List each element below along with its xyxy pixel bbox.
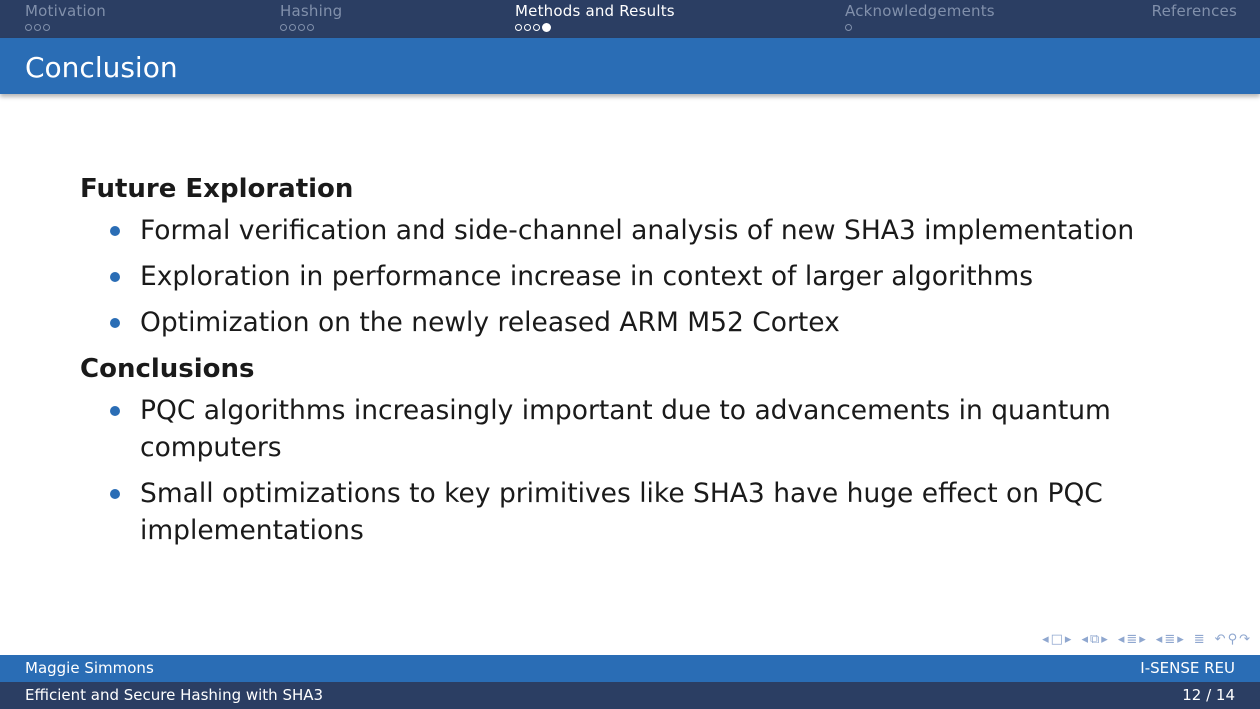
nav-next-section-icon[interactable]: ▸: [1139, 632, 1146, 647]
nav-section-dots: [280, 22, 342, 32]
nav-document-icon[interactable]: ≣: [1193, 632, 1205, 647]
navigation-symbols: [1036, 632, 1250, 648]
nav-prev-section-icon[interactable]: ◂: [1117, 632, 1125, 647]
frame-dot[interactable]: [298, 24, 305, 31]
bullet-icon: [110, 318, 120, 328]
nav-next-section-icon[interactable]: ▸: [1177, 632, 1184, 647]
current-frame-dot[interactable]: [542, 23, 551, 32]
footer-author: Maggie Simmons: [25, 659, 154, 677]
frame-dot[interactable]: [515, 24, 522, 31]
footer-institute: I-SENSE REU: [1140, 659, 1235, 677]
footer-presentation-title: Efficient and Secure Hashing with SHA3: [25, 686, 324, 704]
frame-dot[interactable]: [43, 24, 50, 31]
nav-section-dots: [515, 22, 675, 32]
nav-section-hashing[interactable]: [280, 2, 342, 32]
list-item: [80, 212, 1140, 249]
nav-section-acknowledgements[interactable]: [845, 2, 995, 32]
slide-content: [80, 170, 1140, 558]
list-item: [80, 304, 1140, 341]
nav-prev-subsection-icon[interactable]: ◂: [1081, 632, 1088, 647]
nav-section-motivation[interactable]: [25, 2, 106, 32]
frame-dot[interactable]: [307, 24, 314, 31]
frame-title: Conclusion: [25, 51, 178, 84]
future-exploration-list: [80, 212, 1140, 341]
list-item: [80, 392, 1140, 466]
nav-section-references[interactable]: [1152, 2, 1237, 20]
bullet-icon: [110, 406, 120, 416]
nav-search-icon[interactable]: ⚲: [1227, 632, 1238, 647]
bullet-icon: [110, 489, 120, 499]
nav-section-icon[interactable]: ≣: [1126, 632, 1138, 647]
list-item: [80, 475, 1140, 549]
nav-prev-section-icon[interactable]: ◂: [1155, 632, 1163, 647]
nav-section-title[interactable]: Methods and Results: [515, 2, 675, 20]
footer-title-bar: [0, 682, 1260, 709]
frame-dot[interactable]: [25, 24, 32, 31]
list-item-text: Optimization on the newly released ARM M52 Cortex: [140, 307, 840, 338]
frame-dot[interactable]: [524, 24, 531, 31]
section-navigation-bar: [0, 0, 1260, 38]
frame-dot[interactable]: [845, 24, 852, 31]
nav-section-dots: [25, 22, 106, 32]
nav-section-icon[interactable]: ≣: [1164, 632, 1176, 647]
nav-next-subsection-icon[interactable]: ▸: [1101, 632, 1108, 647]
list-item-text: Exploration in performance increase in context of larger algorithms: [140, 261, 1034, 292]
list-item-text: PQC algorithms increasingly important due to advancements in quantum computers: [140, 395, 1111, 463]
conclusions-heading: Conclusions: [80, 354, 255, 384]
list-item-text: Formal verification and side-channel analysis of new SHA3 implementation: [140, 215, 1135, 246]
page-number: 12 / 14: [1182, 686, 1235, 704]
list-item-text: Small optimizations to key primitives like SHA3 have huge effect on PQC implementations: [140, 478, 1103, 546]
footer-author-bar: [0, 655, 1260, 682]
nav-section-title[interactable]: Hashing: [280, 2, 343, 20]
nav-section-title[interactable]: Acknowledgements: [845, 2, 995, 20]
nav-section-title[interactable]: Motivation: [25, 2, 106, 20]
list-item: [80, 258, 1140, 295]
nav-section-title[interactable]: References: [1151, 2, 1237, 20]
frame-dot[interactable]: [533, 24, 540, 31]
nav-subsection-icon[interactable]: ⧉: [1089, 632, 1100, 647]
conclusions-list: [80, 392, 1140, 549]
nav-section-dots: [845, 22, 995, 32]
nav-back-icon[interactable]: ↶: [1214, 632, 1226, 647]
nav-section-methods-and-results[interactable]: [515, 2, 675, 32]
future-exploration-heading: Future Exploration: [80, 174, 354, 204]
frame-title-bar: [0, 38, 1260, 94]
nav-next-frame-icon[interactable]: ▸: [1064, 632, 1072, 647]
frame-dot[interactable]: [34, 24, 41, 31]
nav-forward-icon[interactable]: ↷: [1239, 632, 1250, 647]
bullet-icon: [110, 272, 120, 282]
frame-dot[interactable]: [289, 24, 296, 31]
nav-prev-frame-icon[interactable]: ◂: [1042, 632, 1049, 647]
nav-frame-icon[interactable]: □: [1050, 632, 1063, 647]
frame-dot[interactable]: [280, 24, 287, 31]
bullet-icon: [110, 226, 120, 236]
